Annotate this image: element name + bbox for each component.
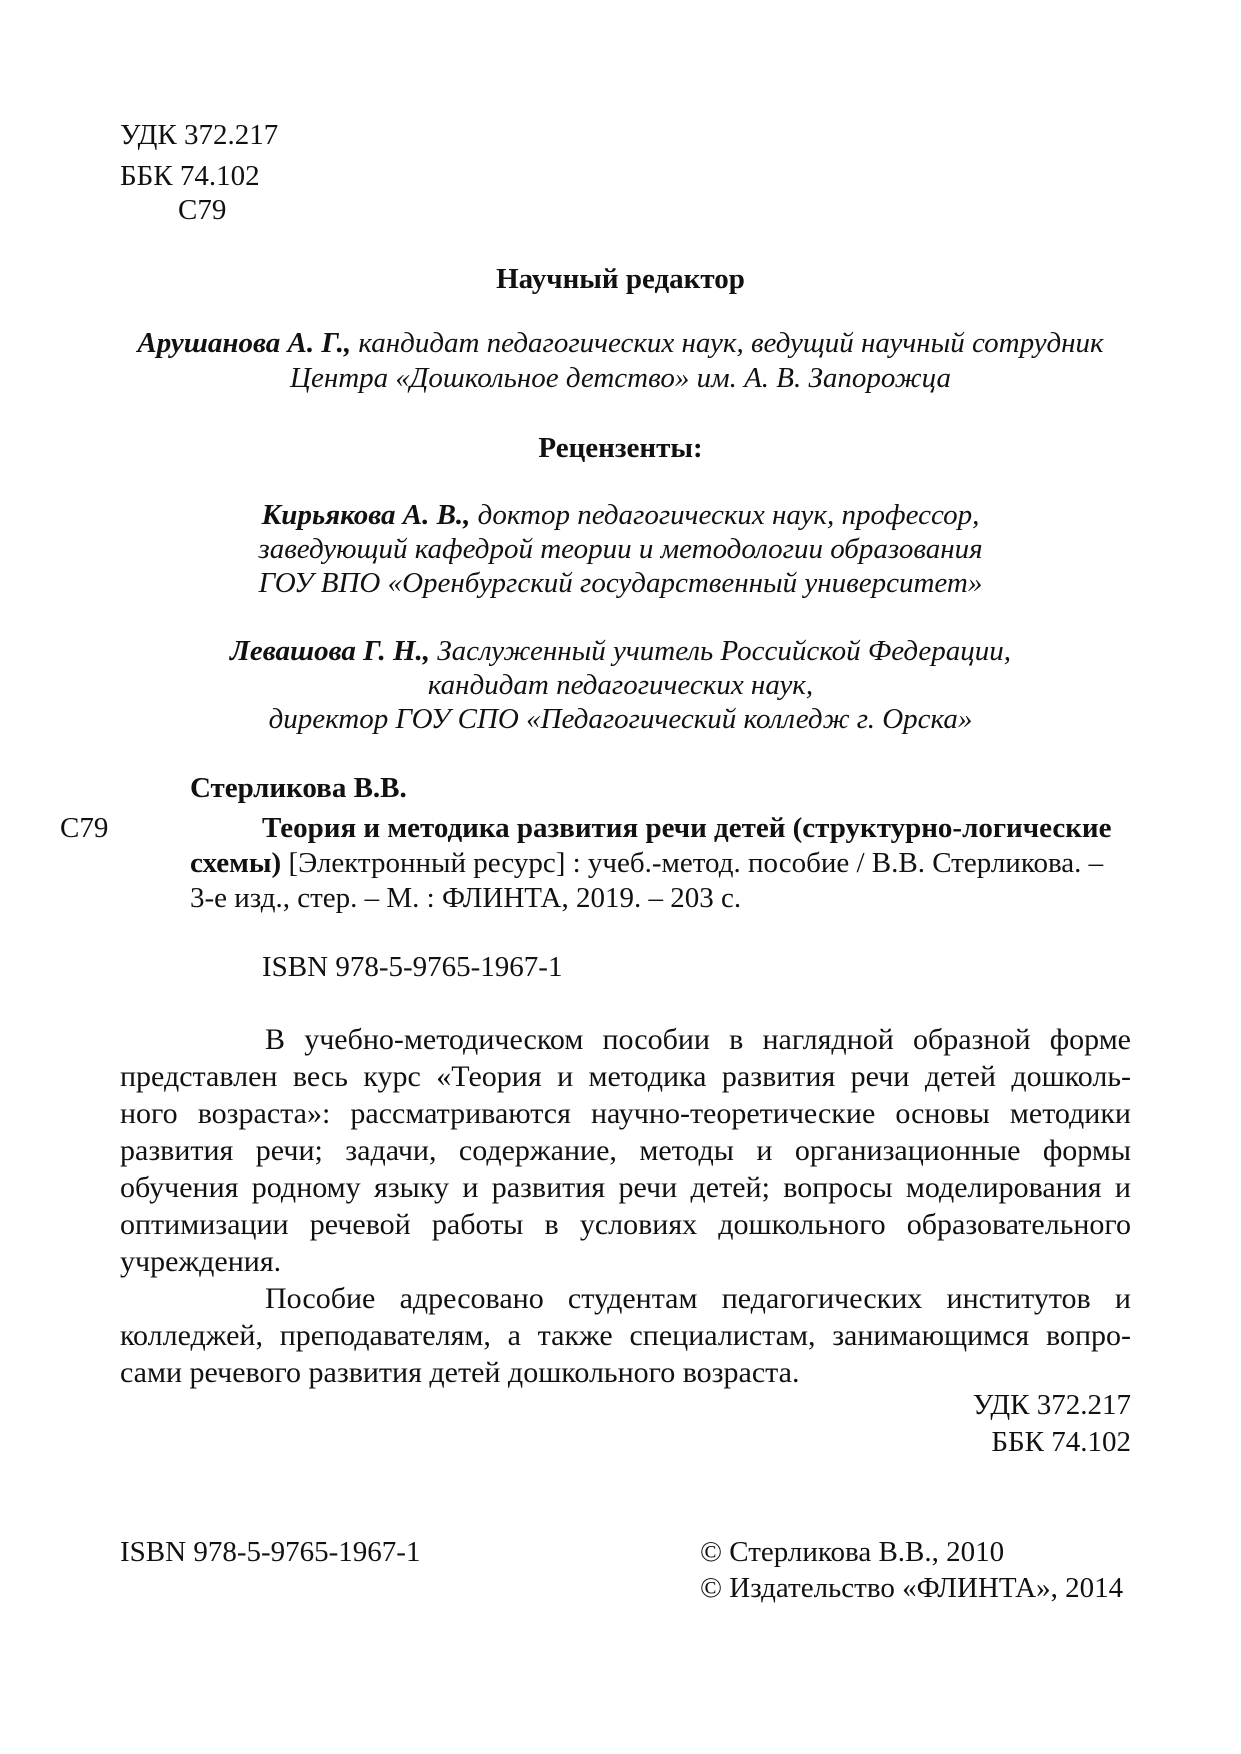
reviewers-heading: Рецензенты:: [538, 432, 703, 464]
abstract-p1-line: ного возраста»: рассматриваются научно-теоретические основы методики: [120, 1097, 1131, 1130]
catalog-author: Стерликова В.В.: [190, 772, 407, 804]
reviewer-2-line1: Левашова Г. Н., Заслуженный учитель Российской Федерации,: [229, 635, 1012, 667]
bbk-code: ББК 74.102: [120, 160, 260, 192]
copyright-publisher: © Издательство «ФЛИНТА», 2014: [700, 1572, 1124, 1604]
abstract-p2-line: Пособие адресовано студентам педагогических институтов и: [265, 1282, 1131, 1315]
catalog-title-line3: 3-е изд., стер. – М. : ФЛИНТА, 2019. – 203 с.: [190, 882, 742, 914]
udk-code: УДК 372.217: [120, 119, 279, 151]
reviewer-1-line1: Кирьякова А. В., доктор педагогических наук, профессор,: [261, 499, 980, 531]
footer-bbk: ББК 74.102: [991, 1426, 1131, 1458]
catalog-title-line1: Теория и методика развития речи детей (структурно-логические: [262, 812, 1112, 844]
catalog-title-line2: схемы) [Электронный ресурс] : учеб.-метод. пособие / В.В. Стерликова. –: [190, 847, 1104, 879]
abstract-p1-line: обучения родному языку и развития речи детей; вопросы моделирования и: [120, 1171, 1131, 1204]
abstract-p1-line: представлен весь курс «Теория и методика развития речи детей дошколь-: [120, 1060, 1131, 1093]
abstract-paragraph-2: [120, 1280, 1131, 1391]
abstract-p2-line: сами речевого развития детей дошкольного возраста.: [120, 1356, 800, 1389]
copyright-author: © Стерликова В.В., 2010: [700, 1536, 1005, 1568]
footer-udk: УДК 372.217: [972, 1389, 1131, 1421]
reviewer-2-name: Левашова Г. Н.,: [229, 635, 431, 667]
catalog-code: С79: [60, 812, 109, 844]
reviewer-1-line3: ГОУ ВПО «Оренбургский государственный университет»: [258, 567, 983, 599]
editor-desc-line1: кандидат педагогических наук, ведущий научный сотрудник: [358, 327, 1104, 359]
reviewer-2-line2: кандидат педагогических наук,: [427, 669, 814, 701]
abstract-paragraph-1: [120, 1021, 1131, 1280]
abstract-p1-line: оптимизации речевой работы в условиях дошкольного образовательного: [120, 1208, 1131, 1241]
author-mark-code: С79: [178, 194, 227, 226]
editor-line1: [0, 326, 1241, 361]
catalog-isbn: ISBN 978-5-9765-1967-1: [262, 951, 563, 983]
abstract-p1-line: развития речи; задачи, содержание, методы и организационные формы: [120, 1134, 1131, 1167]
reviewer-1-name: Кирьякова А. В.,: [261, 499, 471, 531]
editor-heading: Научный редактор: [496, 263, 745, 295]
reviewer-2-line3: директор ГОУ СПО «Педагогический колледж г. Орска»: [268, 703, 973, 735]
abstract-p1-line: В учебно-методическом пособии в наглядной образной форме: [265, 1023, 1131, 1056]
editor-name: Арушанова А. Г.,: [137, 327, 352, 359]
editor-desc-line2: Центра «Дошкольное детство» им. А. В. Запорожца: [290, 362, 951, 394]
abstract-p1-line: учреждения.: [120, 1245, 282, 1278]
abstract-p2-line: колледжей, преподавателям, а также специалистам, занимающимся вопро-: [120, 1319, 1131, 1352]
reviewer-1-line2: заведующий кафедрой теории и методологии образования: [258, 533, 983, 565]
bottom-isbn: ISBN 978-5-9765-1967-1: [120, 1536, 421, 1568]
